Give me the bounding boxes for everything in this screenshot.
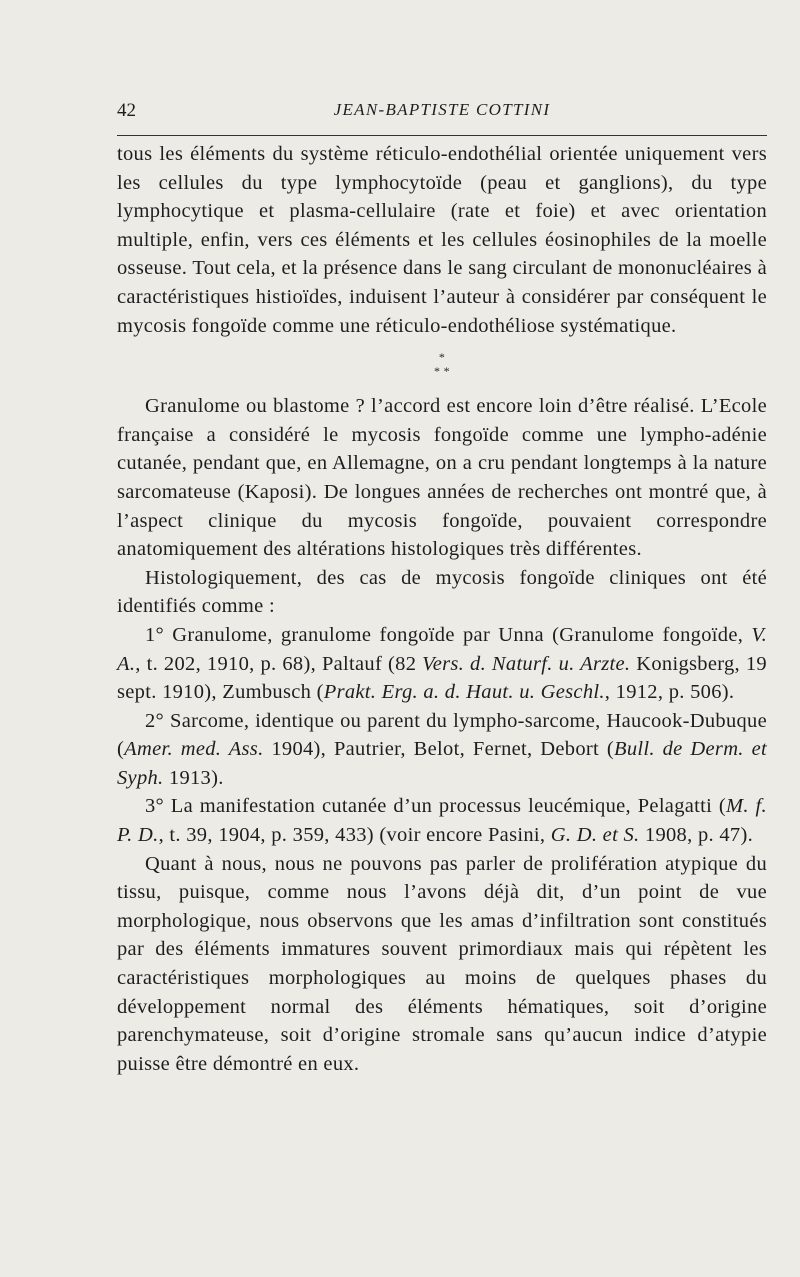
list-item-sarcome: 2° Sarcome, identique ou parent du lympho-sarcome, Haucook-Dubuque (Amer. med. Ass. 1904), Pautrier, Belot, Fernet, Debort (Bull. de Derm. et Syph. 1913). bbox=[117, 709, 767, 789]
running-title: JEAN-BAPTISTE COTTINI bbox=[333, 100, 551, 119]
asterisks-bottom: * * bbox=[434, 364, 450, 379]
paragraph-histology: Histologiquement, des cas de mycosis fongoïde cliniques ont été identifiés comme : bbox=[117, 566, 767, 618]
header-rule bbox=[117, 135, 767, 136]
list-item-granulome: 1° Granulome, granulome fongoïde par Unna (Granulome fongoïde, V. A., t. 202, 1910, p. 68), Paltauf (82 Vers. d. Naturf. u. Arzte. Konigsberg, 19 sept. 1910), Zumbusch (Prakt. Erg. a. d. Haut. u. Geschl., 1912, p. 506). bbox=[117, 623, 767, 704]
page-number: 42 bbox=[117, 100, 136, 121]
paragraph-continuation: tous les éléments du système réticulo-endothélial orientée uniquement vers les cellules du type lymphocytoïde (peau et ganglions), du type lymphocytique et plasma-cellulaire (rate et foie) et avec orientation multiple, enfin, vers ces éléments et les cellules éosinophiles de la moelle osseuse. Tout cela, et la présence dans le sang circulant de mononucléaires à caractéristiques histioïdes, induisent l’auteur à considérer par conséquent le mycosis fongoïde comme une réticulo-endothéliose systématique. bbox=[117, 143, 767, 337]
section-separator bbox=[117, 350, 767, 378]
paragraph-conclusion: Quant à nous, nous ne pouvons pas parler de prolifération atypique du tissu, puisque, comme nous l’avons déjà dit, d’un point de vue morphologique, nous observons que les amas d’infiltration sont constitués par des éléments immatures souvent primordiaux mais qui répètent les caractéristiques morphologiques au moins de quelques phases du développement normal des éléments hématiques, soit d’origine parenchymateuse, soit d’origine stromale sans qu’aucun indice d’atypie puisse être démontré en eux. bbox=[117, 852, 767, 1075]
list-item-leucemique: 3° La manifestation cutanée d’un processus leucémique, Pelagatti (M. f. P. D., t. 39, 1904, p. 359, 433) (voir encore Pasini, G. D. et S. 1908, p. 47). bbox=[117, 795, 767, 847]
page-header bbox=[117, 96, 767, 130]
paragraph-granulome: Granulome ou blastome ? l’accord est encore loin d’être réalisé. L’Ecole française a considéré le mycosis fongoïde comme une lympho-adénie cutanée, pendant que, en Allemagne, on a cru pendant longtemps à la nature sarcomateuse (Kaposi). De longues années de recherches ont montré que, à l’aspect clinique du mycosis fongoïde, pouvaient correspondre anatomiquement des altérations histologiques très différentes. bbox=[117, 395, 767, 561]
body-text bbox=[117, 140, 767, 1078]
asterisk-top: * bbox=[438, 350, 446, 365]
